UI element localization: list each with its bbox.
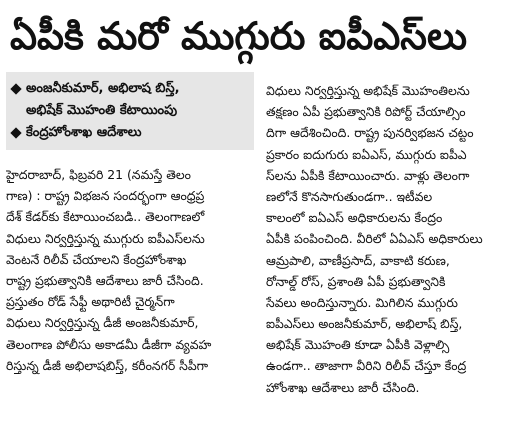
body-line: సేవలు అందిస్తున్నారు. మిగిలిన ముగ్గురు — [266, 294, 458, 310]
body-line: అభిషేక్ మొహంతి కూడా ఏపీకి వెళ్లాల్సి — [266, 337, 450, 353]
summary-bullet-text — [26, 78, 180, 122]
body-line: దేశ్ కేడర్‌కు కేటాయించబడి.. తెలంగాణలో — [6, 209, 205, 225]
body-line: తక్షణం ఏపీ ప్రభుత్వానికి రిపోర్ట్ చేయాల్సిం — [266, 104, 466, 120]
body-line: ఐపీఎస్‌లు అంజనీకుమార్, అభిలాష్ బిస్త్, — [266, 316, 463, 332]
body-line: రాష్ట్ర ప్రభుత్వానికి ఆదేశాలు జారీ చేసింది. — [6, 272, 204, 288]
body-line: గాణ) : రాష్ట్ర విభజన సందర్భంగా ఆంధ్రప్ర — [6, 188, 205, 204]
body-line: ప్రస్తుతం రోడ్ సేఫ్టీ అథారిటీ చైర్మన్‌గా — [6, 294, 175, 310]
body-line: వెంటనే రిలీవ్ చేయాలని కేంద్రహోంశాఖ — [6, 251, 187, 267]
summary-bullet-text — [26, 122, 141, 144]
body-line: స్‌లను ఏపీకి కేటాయించారు. వాళ్లు తెలంగా — [266, 167, 470, 183]
body-line: ఏపీకి పంపించింది. వీరిలో ఏఏఎస్ అధికారులు — [266, 231, 483, 247]
body-line: హైదరాబాద్, ఫిబ్రవరి 21 (నమస్తే తెలం — [6, 167, 191, 182]
summary-line: అభిషేక్ మొహంతి కేటాయింపు — [26, 103, 178, 118]
body-line: ణలోనే కొనసాగుతుండగా.. ఇటీవల — [266, 188, 433, 204]
body-line: హోంశాఖ ఆదేశాలు జారీ చేసింది. — [266, 379, 420, 395]
body-line: విధులు నిర్వర్తిస్తున్న డీజీ అంజనీకుమార్, — [6, 315, 199, 331]
diamond-bullet-icon — [10, 83, 21, 94]
left-column — [6, 72, 254, 376]
body-line: విధులు నిర్వర్తిస్తున్న ముగ్గురు ఐపీఎస్‌లను — [6, 230, 205, 246]
body-line: రిస్తున్న డీజీ అభిలాషబిస్త్, కరీంనగర్ సీపీగా — [6, 357, 209, 373]
right-column — [266, 80, 514, 398]
body-text-left — [6, 164, 254, 376]
body-line: ఆమ్రపాలి, వాణీప్రసాద్, వాకాటి కరుణ, — [266, 252, 450, 268]
body-line: దిగా ఆదేశించింది. రాష్ట్ర పునర్విభజన చట్టం — [266, 125, 474, 141]
body-line: తెలంగాణ పోలీసు అకాడమీ డీజీగా వ్యవహ — [6, 336, 212, 352]
body-line: ఉండగా.. తాజాగా వీరిని రిలీవ్ చేస్తూ కేంద్ర — [266, 358, 467, 374]
body-line: కాలంలో ఐఏఎస్ అధికారులను కేంద్రం — [266, 210, 443, 226]
body-line: విధులు నిర్వర్తిస్తున్న అభిషేక్ మొహంతిలను — [266, 83, 470, 98]
headline: ఏపీకి మరో ముగ్గురు ఐపీఎస్‌లు — [10, 14, 468, 58]
body-line: రోనాల్డ్ రోస్, ప్రశాంతి ఏపీ ప్రభుత్వానికి — [266, 273, 446, 289]
summary-line: కేంద్రహోంశాఖ ఆదేశాలు — [26, 125, 142, 140]
body-line: ప్రకారం ఐదుగురు ఐఏఎస్, ముగ్గురు ఐపీఎ — [266, 146, 467, 162]
diamond-bullet-icon — [10, 127, 21, 138]
summary-line: అంజనీకుమార్, అభిలాష బిస్త్, — [26, 81, 180, 96]
summary-bullet — [10, 78, 248, 122]
summary-bullet — [10, 122, 248, 144]
summary-box — [6, 72, 254, 150]
